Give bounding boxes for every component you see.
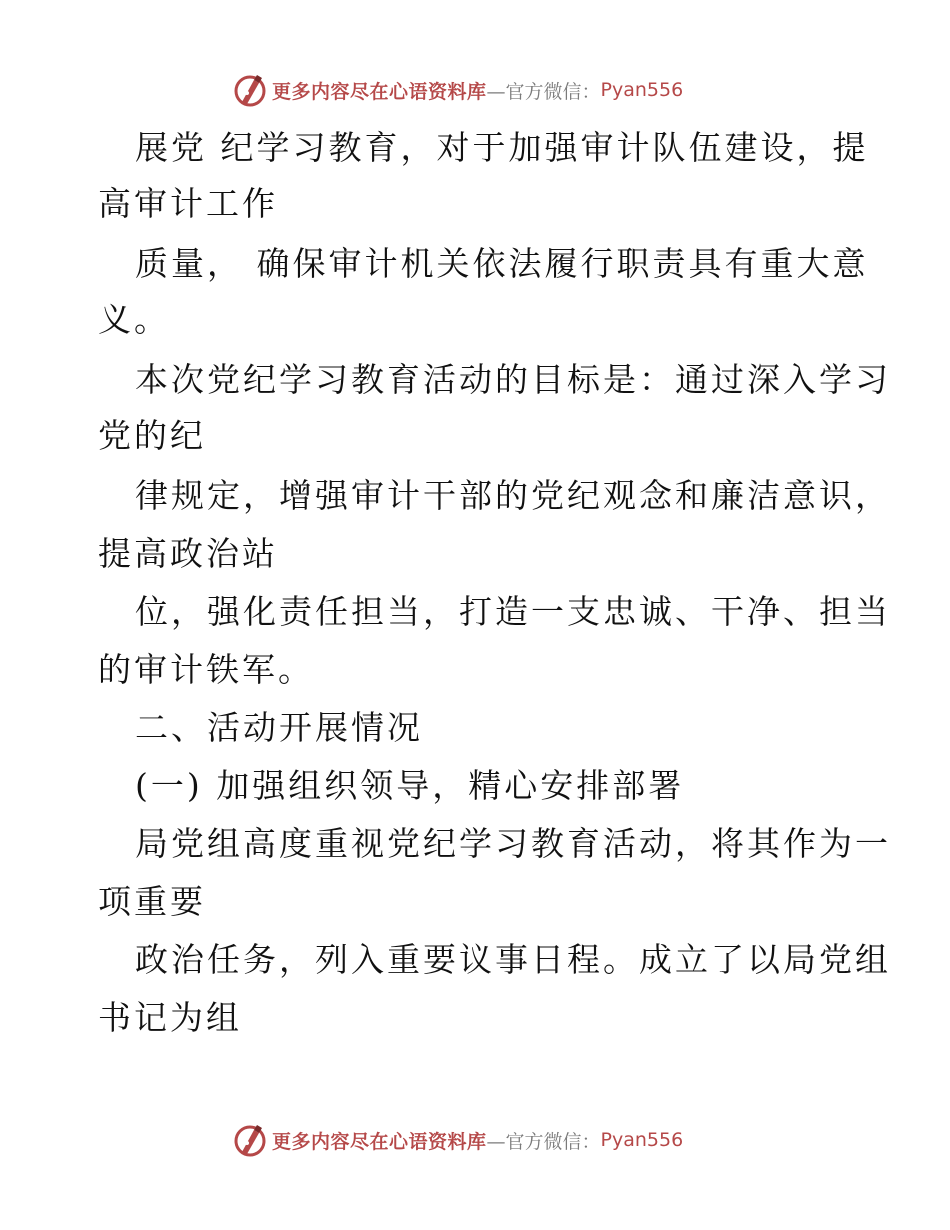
text-line: 质量， 确保审计机关依法履行职责具有重大意	[135, 244, 869, 283]
text-line: 本次党纪学习教育活动的目标是：通过深入学习	[135, 360, 891, 399]
pen-circle-logo-icon	[232, 72, 268, 108]
watermark-wechat-label: —官方微信：	[486, 1130, 601, 1153]
watermark-text: 更多内容尽在心语资料库	[272, 80, 487, 103]
text-line: 局党组高度重视党纪学习教育活动，将其作为一	[135, 824, 891, 863]
watermark-wechat-label: —官方微信：	[486, 80, 601, 103]
text-line: 的审计铁军。	[98, 650, 314, 689]
text-line: 项重要	[98, 882, 206, 921]
watermark-wechat-id: Pyan556	[600, 1129, 684, 1151]
text-line: 义。	[98, 300, 170, 339]
text-line: 书记为组	[98, 998, 242, 1037]
watermark-wechat-id: Pyan556	[600, 79, 684, 101]
text-line: 位，强化责任担当，打造一支忠诚、干净、担当	[135, 592, 891, 631]
text-line: 政治任务，列入重要议事日程。成立了以局党组	[135, 940, 891, 979]
header-watermark	[232, 70, 683, 110]
subsection-heading: (一) 加强组织领导，精心安排部署	[135, 766, 685, 805]
text-line: 律规定，增强审计干部的党纪观念和廉洁意识，	[135, 476, 891, 515]
pen-circle-logo-icon	[232, 1122, 268, 1158]
text-line: 展党 纪学习教育，对于加强审计队伍建设，提	[135, 128, 869, 167]
text-line: 提高政治站	[98, 534, 278, 573]
text-line: 党的纪	[98, 416, 206, 455]
watermark-text: 更多内容尽在心语资料库	[272, 1130, 487, 1153]
text-line: 高审计工作	[98, 184, 278, 223]
footer-watermark	[232, 1120, 683, 1160]
section-heading: 二、活动开展情况	[135, 708, 423, 747]
